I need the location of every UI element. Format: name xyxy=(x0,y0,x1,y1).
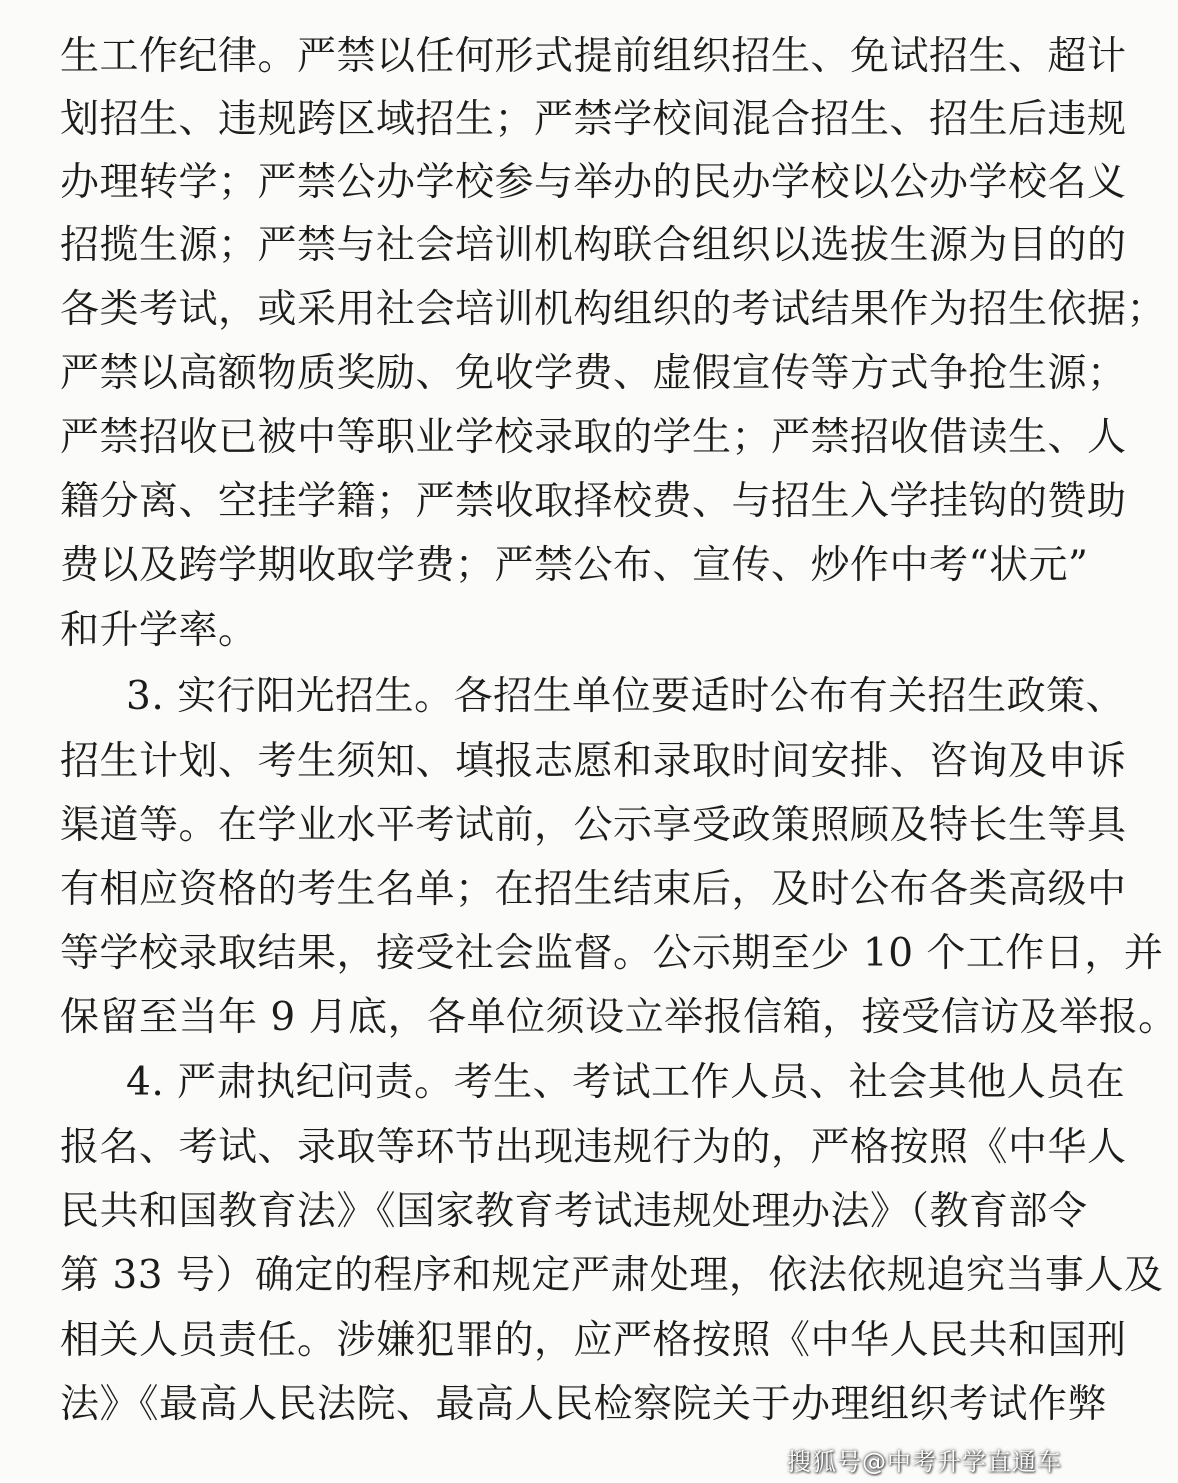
text-line: 各类考试，或采用社会培训机构组织的考试结果作为招生依据； xyxy=(60,287,1167,332)
text-line: 保留至当年 9 月底，各单位须设立举报信箱，接受信访及举报。 xyxy=(60,995,1178,1040)
text-line: 法》《最高人民法院、最高人民检察院关于办理组织考试作弊 xyxy=(60,1382,1108,1427)
text-line: 办理转学；严禁公办学校参与举办的民办学校以公办学校名义 xyxy=(60,160,1127,205)
text-line: 生工作纪律。严禁以任何形式提前组织招生、免试招生、超计 xyxy=(60,34,1127,79)
text-line: 报名、考试、录取等环节出现违规行为的，严格按照《中华人 xyxy=(60,1125,1127,1170)
paragraph-3-heading-line: 3. 实行阳光招生。各招生单位要适时公布有关招生政策、 xyxy=(126,674,1126,719)
text-line: 有相应资格的考生名单；在招生结束后，及时公布各类高级中 xyxy=(60,867,1127,912)
text-line: 费以及跨学期收取学费；严禁公布、宣传、炒作中考“状元” xyxy=(60,543,1089,588)
text-line: 籍分离、空挂学籍；严禁收取择校费、与招生入学挂钩的赞助 xyxy=(60,479,1127,524)
text-line: 等学校录取结果，接受社会监督。公示期至少 10 个工作日，并 xyxy=(60,931,1164,976)
text-line: 第 33 号）确定的程序和规定严肃处理，依法依规追究当事人及 xyxy=(60,1253,1164,1298)
text-line: 和升学率。 xyxy=(60,608,258,653)
text-line: 招揽生源；严禁与社会培训机构联合组织以选拔生源为目的的 xyxy=(60,223,1127,268)
text-line: 渠道等。在学业水平考试前，公示享受政策照顾及特长生等具 xyxy=(60,803,1127,848)
source-watermark: 搜狐号@中考升学直通车 xyxy=(787,1448,1062,1476)
text-line: 严禁招收已被中等职业学校录取的学生；严禁招收借读生、人 xyxy=(60,415,1127,460)
text-line: 相关人员责任。涉嫌犯罪的，应严格按照《中华人民共和国刑 xyxy=(60,1318,1127,1363)
text-line: 招生计划、考生须知、填报志愿和录取时间安排、咨询及申诉 xyxy=(60,739,1127,784)
text-line: 划招生、违规跨区域招生；严禁学校间混合招生、招生后违规 xyxy=(60,97,1127,142)
text-line: 严禁以高额物质奖励、免收学费、虚假宣传等方式争抢生源； xyxy=(60,351,1127,396)
paragraph-4-heading-line: 4. 严肃执纪问责。考生、考试工作人员、社会其他人员在 xyxy=(126,1060,1126,1105)
text-line: 民共和国教育法》《国家教育考试违规处理办法》（教育部令 xyxy=(60,1189,1088,1234)
